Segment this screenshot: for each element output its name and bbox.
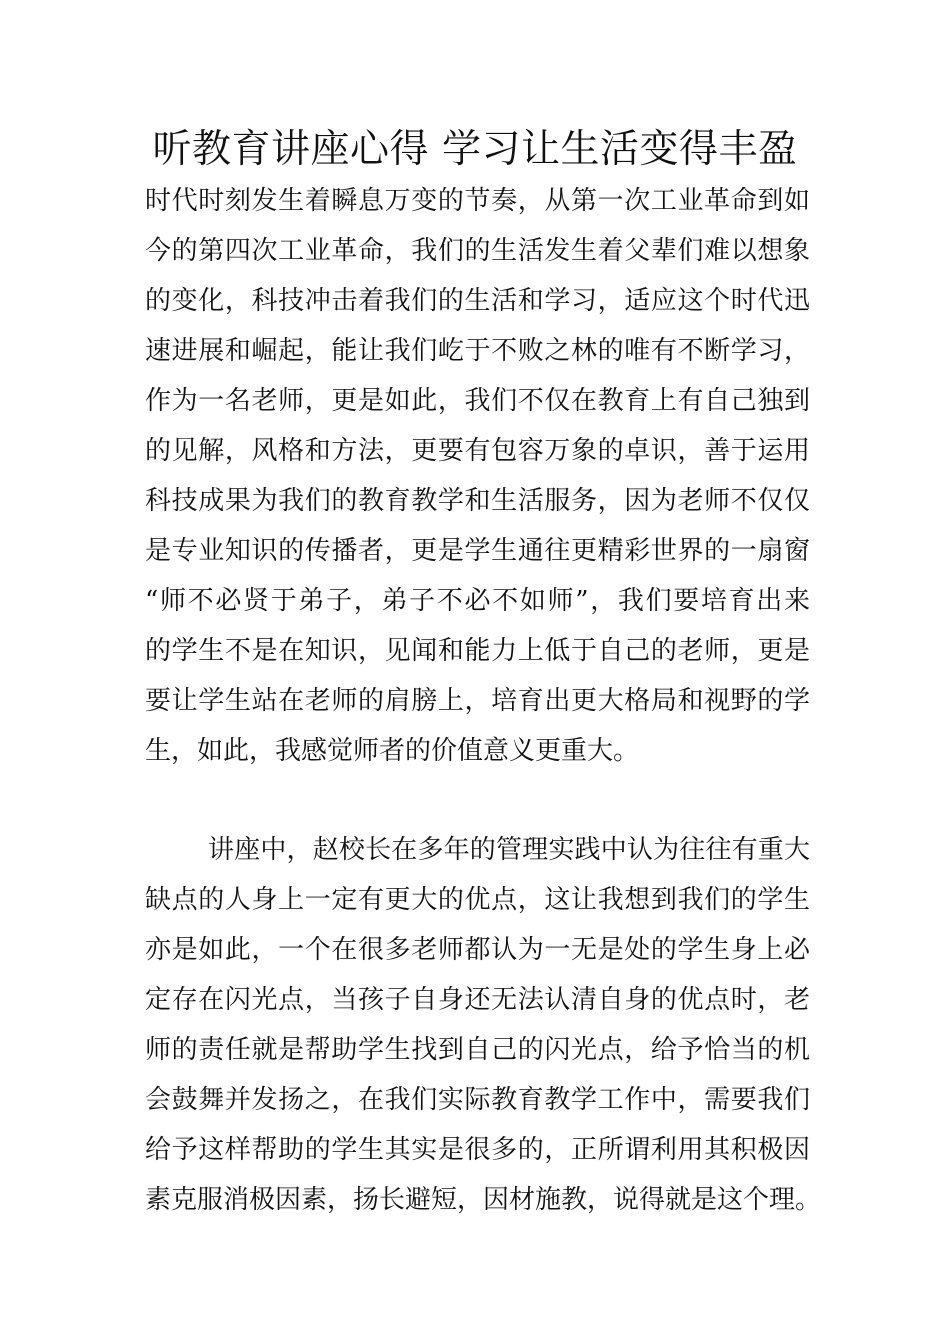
paragraph-2-line: 素克服消极因素，扬长避短，因材施教，说得就是这个理。 <box>145 1185 822 1215</box>
paragraph-1-line: 今的第四次工业革命，我们的生活发生着父辈们难以想象 <box>145 236 810 266</box>
paragraph-2-line: 师的责任就是帮助学生找到自己的闪光点，给予恰当的机 <box>145 1035 810 1065</box>
paragraph-1-line: 速进展和崛起，能让我们屹于不败之林的唯有不断学习， <box>145 336 810 366</box>
paragraph-2-line: 缺点的人身上一定有更大的优点，这让我想到我们的学生 <box>145 885 810 915</box>
paragraph-2-line: 会鼓舞并发扬之，在我们实际教育教学工作中，需要我们 <box>145 1085 810 1115</box>
paragraph-1-line: 科技成果为我们的教育教学和生活服务，因为老师不仅仅 <box>145 486 810 516</box>
paragraph-1-line: 是专业知识的传播者，更是学生通往更精彩世界的一扇窗 <box>145 536 810 566</box>
paragraph-1-line: 的学生不是在知识，见闻和能力上低于自己的老师，更是 <box>145 636 810 666</box>
paragraph-1-line: 时代时刻发生着瞬息万变的节奏，从第一次工业革命到如 <box>145 186 810 216</box>
paragraph-2-line: 给予这样帮助的学生其实是很多的，正所谓利用其积极因 <box>145 1135 810 1165</box>
paragraph-1-line: 的变化，科技冲击着我们的生活和学习，适应这个时代迅 <box>145 286 810 316</box>
paragraph-1-line: 要让学生站在老师的肩膀上，培育出更大格局和视野的学 <box>145 686 810 716</box>
paragraph-2-line: 亦是如此，一个在很多老师都认为一无是处的学生身上必 <box>145 935 810 965</box>
document-title: 听教育讲座心得 学习让生活变得丰盈 <box>152 127 798 172</box>
paragraph-1-line: 生，如此，我感觉师者的价值意义更重大。 <box>145 736 640 766</box>
paragraph-2-line: 定存在闪光点，当孩子自身还无法认清自身的优点时，老 <box>145 985 810 1015</box>
paragraph-1-line: 的见解，风格和方法，更要有包容万象的卓识，善于运用 <box>145 436 810 466</box>
paragraph-1-line: “师不必贤于弟子，弟子不必不如师”，我们要培育出来 <box>145 586 810 616</box>
paragraph-2-line: 讲座中，赵校长在多年的管理实践中认为往往有重大 <box>208 835 810 865</box>
paragraph-1-line: 作为一名老师，更是如此，我们不仅在教育上有自己独到 <box>145 386 810 416</box>
